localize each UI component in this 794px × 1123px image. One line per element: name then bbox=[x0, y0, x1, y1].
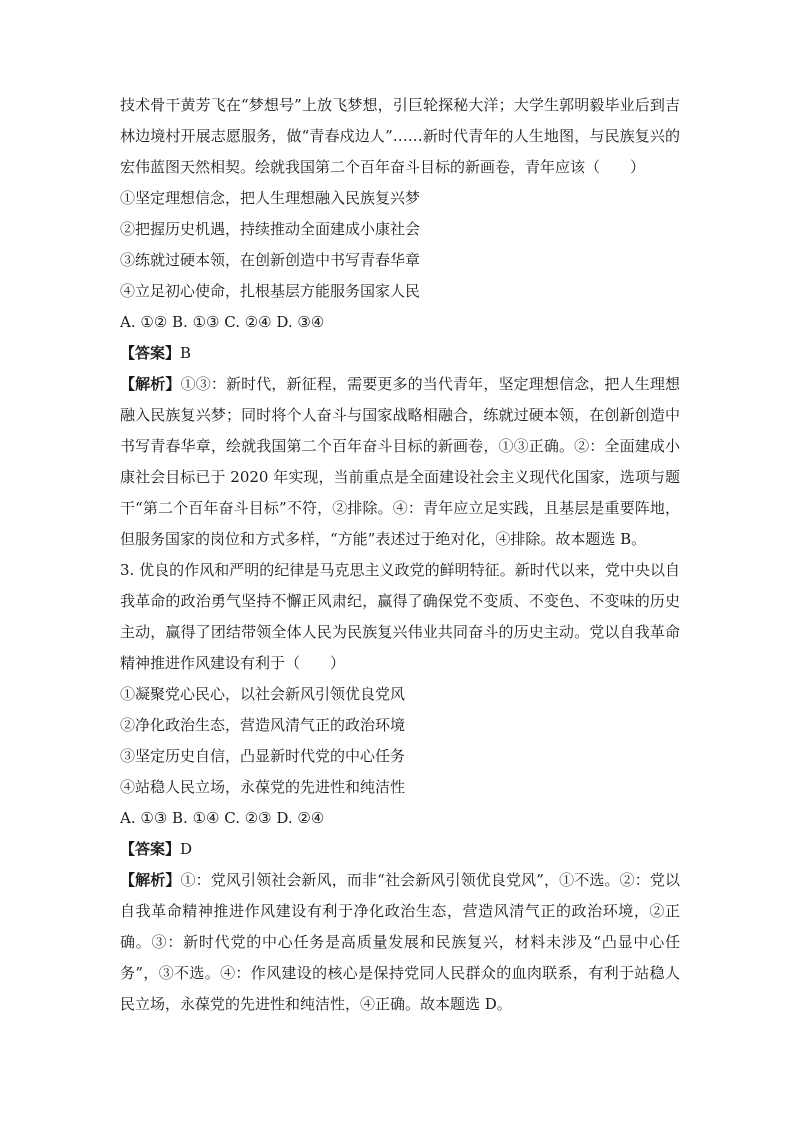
question-3-option-1: ①凝聚党心民心，以社会新风引领优良党风 bbox=[120, 685, 406, 703]
question-2-stem: 技术骨干黄芳飞在“梦想号”上放飞梦想，引巨轮探秘大洋；大学生郭明毅毕业后到吉林边境村开展志愿服务，做“青春戍边人”……新时代青年的人生地图，与民族复兴的宏伟蓝图天然相契。绘就我国第二个百年奋斗目标的新画卷，青年应该（ ） bbox=[120, 96, 680, 176]
question-3-option-3: ③坚定历史自信，凸显新时代党的中心任务 bbox=[120, 747, 406, 765]
answer-label: 【答案】 bbox=[120, 344, 181, 362]
analysis-text: ①：党风引领社会新风，而非“社会新风引领优良党风”，①不选。②：党以自我革命精神推进作风建设有利于净化政治生态，营造风清气正的政治环境，②正确。③：新时代党的中心任务是高质量发展和民族复兴，材料未涉及“凸显中心任务”，③不选。④：作风建设的核心是保持党同人民群众的血肉联系，有利于站稳人民立场，永葆党的先进性和纯洁性，④正确。故本题选 D。 bbox=[120, 871, 680, 1013]
question-3-stem: 3. 优良的作风和严明的纪律是马克思主义政党的鲜明特征。新时代以来，党中央以自我革命的政治勇气坚持不懈正风肃纪，赢得了确保党不变质、不变色、不变味的历史主动，赢得了团结带领全体人民为民族复兴伟业共同奋斗的历史主动。党以自我革命精神推进作风建设有利于（ ） bbox=[120, 561, 680, 672]
question-3-option-4: ④站稳人民立场，永葆党的先进性和纯洁性 bbox=[120, 778, 406, 796]
answer-value: B bbox=[180, 344, 192, 362]
analysis-text: ①③：新时代，新征程，需要更多的当代青年，坚定理想信念，把人生理想融入民族复兴梦；同时将个人奋斗与国家战略相融合，练就过硬本领，在创新创造中书写青春华章，绘就我国第二个百年奋斗目标的新画卷，①③正确。②：全面建成小康社会目标已于 2020 年实现，当前重点是全面建设社会主义现代化国家，选项与题干“第二个百年奋斗目标”不符，②排除。④：青年应立足实践，且基层是重要阵地，但服务国家的岗位和方式多样，“方能”表述过于绝对化，④排除。故本题选 B。 bbox=[120, 375, 680, 548]
answer-label: 【答案】 bbox=[120, 840, 181, 858]
question-2-answer bbox=[120, 338, 680, 369]
analysis-label: 【解析】 bbox=[120, 871, 181, 889]
question-3-answer bbox=[120, 834, 680, 865]
analysis-label: 【解析】 bbox=[120, 375, 181, 393]
document-page bbox=[120, 90, 680, 1020]
question-2-option-3: ③练就过硬本领，在创新创造中书写青春华章 bbox=[120, 251, 421, 269]
answer-value: D bbox=[180, 840, 193, 858]
question-2-choices: A. ①② B. ①③ C. ②④ D. ③④ bbox=[120, 313, 325, 331]
question-3-analysis bbox=[120, 865, 680, 1020]
question-2-analysis bbox=[120, 369, 680, 555]
question-2-option-4: ④立足初心使命，扎根基层方能服务国家人民 bbox=[120, 282, 421, 300]
question-3-choices: A. ①③ B. ①④ C. ②③ D. ②④ bbox=[120, 809, 325, 827]
question-3-option-2: ②净化政治生态，营造风清气正的政治环境 bbox=[120, 716, 406, 734]
question-2-option-2: ②把握历史机遇，持续推动全面建成小康社会 bbox=[120, 220, 421, 238]
question-2-option-1: ①坚定理想信念，把人生理想融入民族复兴梦 bbox=[120, 189, 421, 207]
